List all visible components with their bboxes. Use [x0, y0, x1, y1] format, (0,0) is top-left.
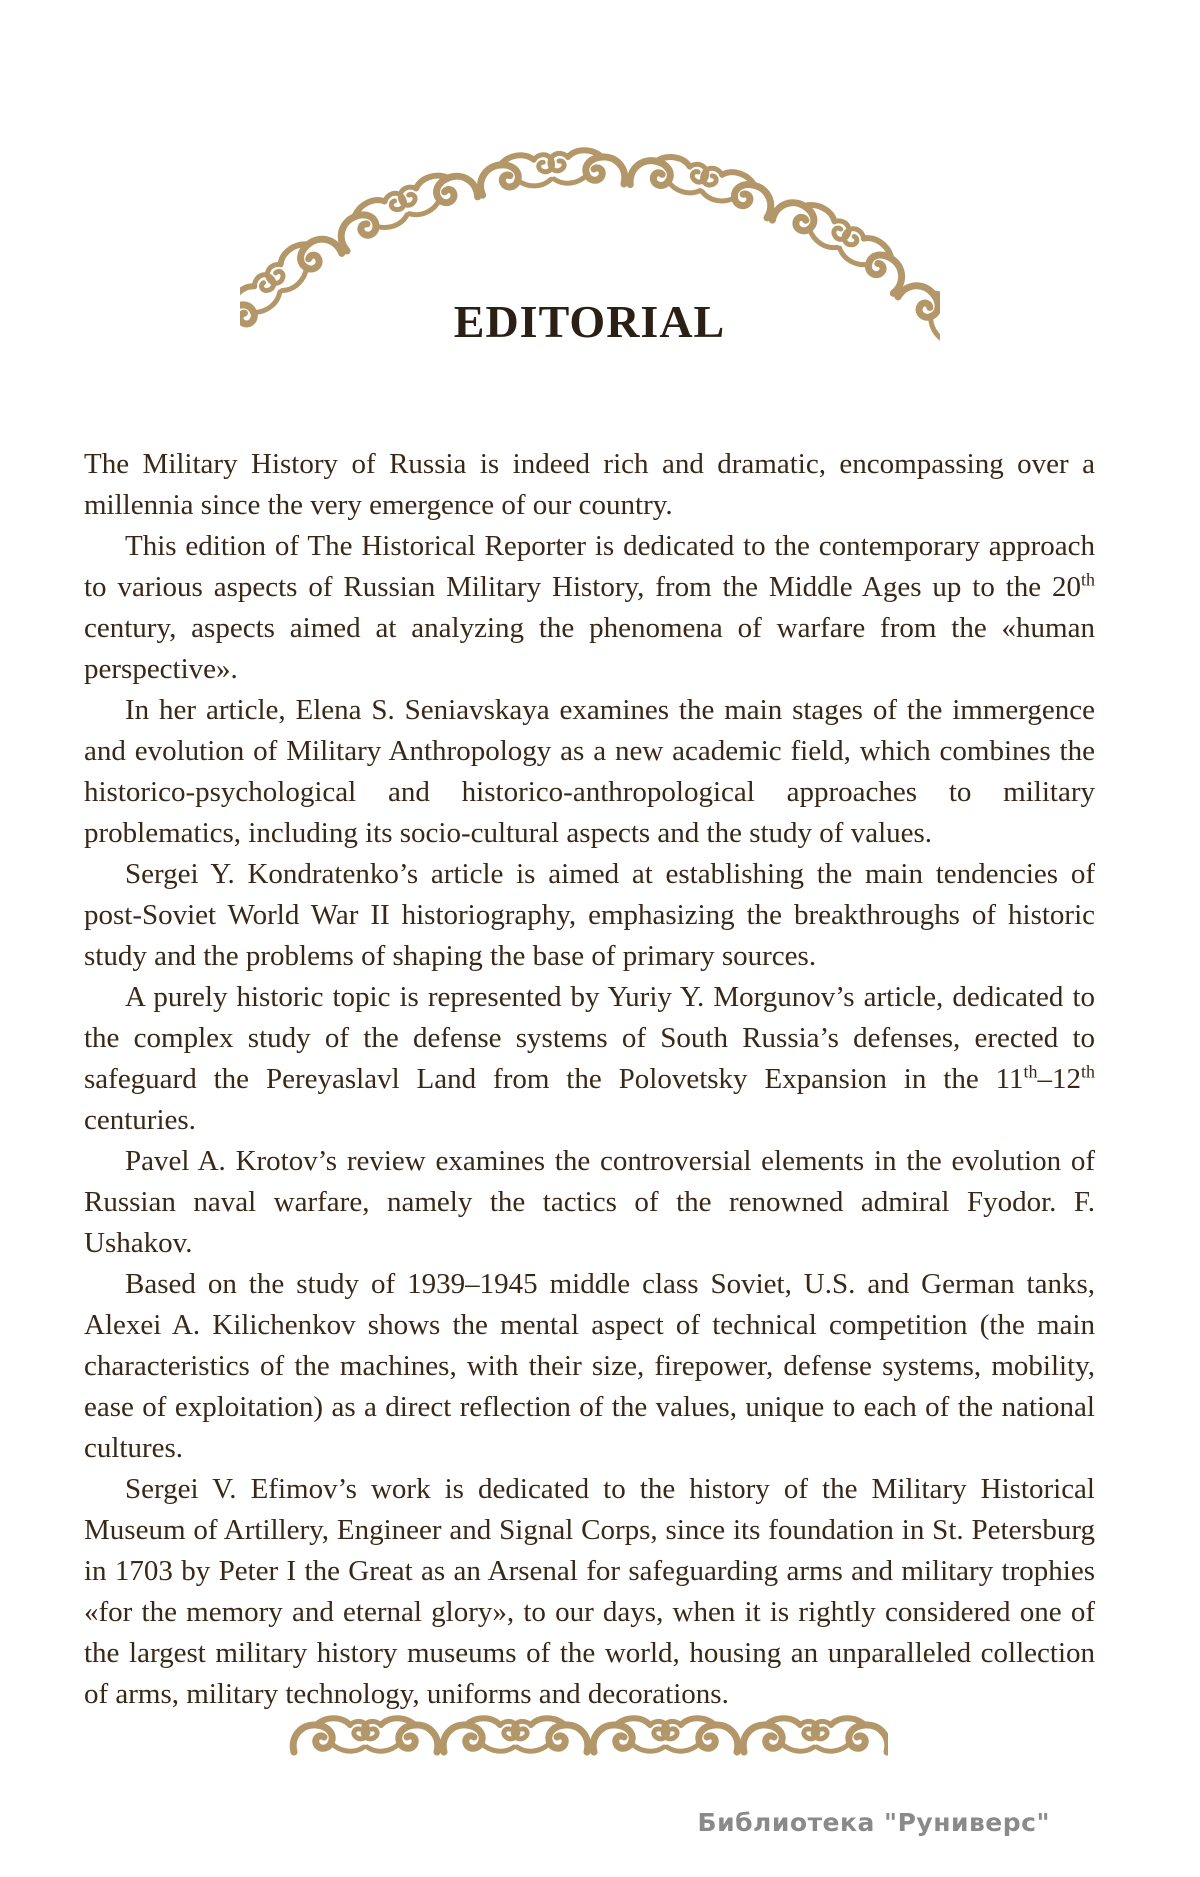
paragraph: This edition of The Historical Reporter is dedicated to the contemporary approach to various aspects of Russian Military History, from the Middle Ages up to the 20th century, aspects aimed at analyzing the phenomena of warfare from the «human perspective».: [84, 530, 1095, 685]
paragraph: In her article, Elena S. Seniavskaya examines the main stages of the immergence and evolution of Military Anthropology as a new academic field, which combines the historico-psychological and historico-anthropological approaches to military problematics, including its socio-cultural aspects and the study of values.: [84, 694, 1095, 849]
paragraph: A purely historic topic is represented by Yuriy Y. Morgunov’s article, dedicated to the complex study of the defense systems of South Russia’s defenses, erected to safeguard the Pereyaslavl Land from the Polovetsky Expansion in the 11th–12th centuries.: [84, 981, 1095, 1136]
floral-band-icon: [288, 1712, 888, 1764]
paragraph: Sergei Y. Kondratenko’s article is aimed at establishing the main tendencies of post-Soviet World War II historiography, emphasizing the breakthroughs of historic study and the problems of shaping the base of primary sources.: [84, 858, 1095, 972]
floral-band-color: [291, 1718, 888, 1755]
paragraph: The Military History of Russia is indeed rich and dramatic, encompassing over a millennia since the very emergence of our country.: [84, 448, 1095, 521]
paragraph: Pavel A. Krotov’s review examines the controversial elements in the evolution of Russian naval warfare, namely the tactics of the renowned admiral Fyodor. F. Ushakov.: [84, 1145, 1095, 1259]
paragraph: Based on the study of 1939–1945 middle class Soviet, U.S. and German tanks, Alexei A. Kilichenkov shows the mental aspect of technical competition (the main characteristics of the machines, with their size, firepower, defense systems, mobility, ease of exploitation) as a direct reflection of the values, unique to each of the national cultures.: [84, 1268, 1095, 1464]
library-watermark: Библиотека "Руниверс": [697, 1808, 1050, 1837]
article-body: [84, 444, 1095, 1715]
page-title: EDITORIAL: [453, 296, 726, 347]
paragraph: Sergei V. Efimov’s work is dedicated to the history of the Military Historical Museum of Artillery, Engineer and Signal Corps, since its foundation in St. Petersburg in 1703 by Peter I the Great as an Arsenal for safeguarding arms and military trophies «for the memory and eternal glory», to our days, when it is rightly considered one of the largest military history museums of the world, housing an unparalleled collection of arms, military technology, uniforms and decorations.: [84, 1473, 1095, 1710]
